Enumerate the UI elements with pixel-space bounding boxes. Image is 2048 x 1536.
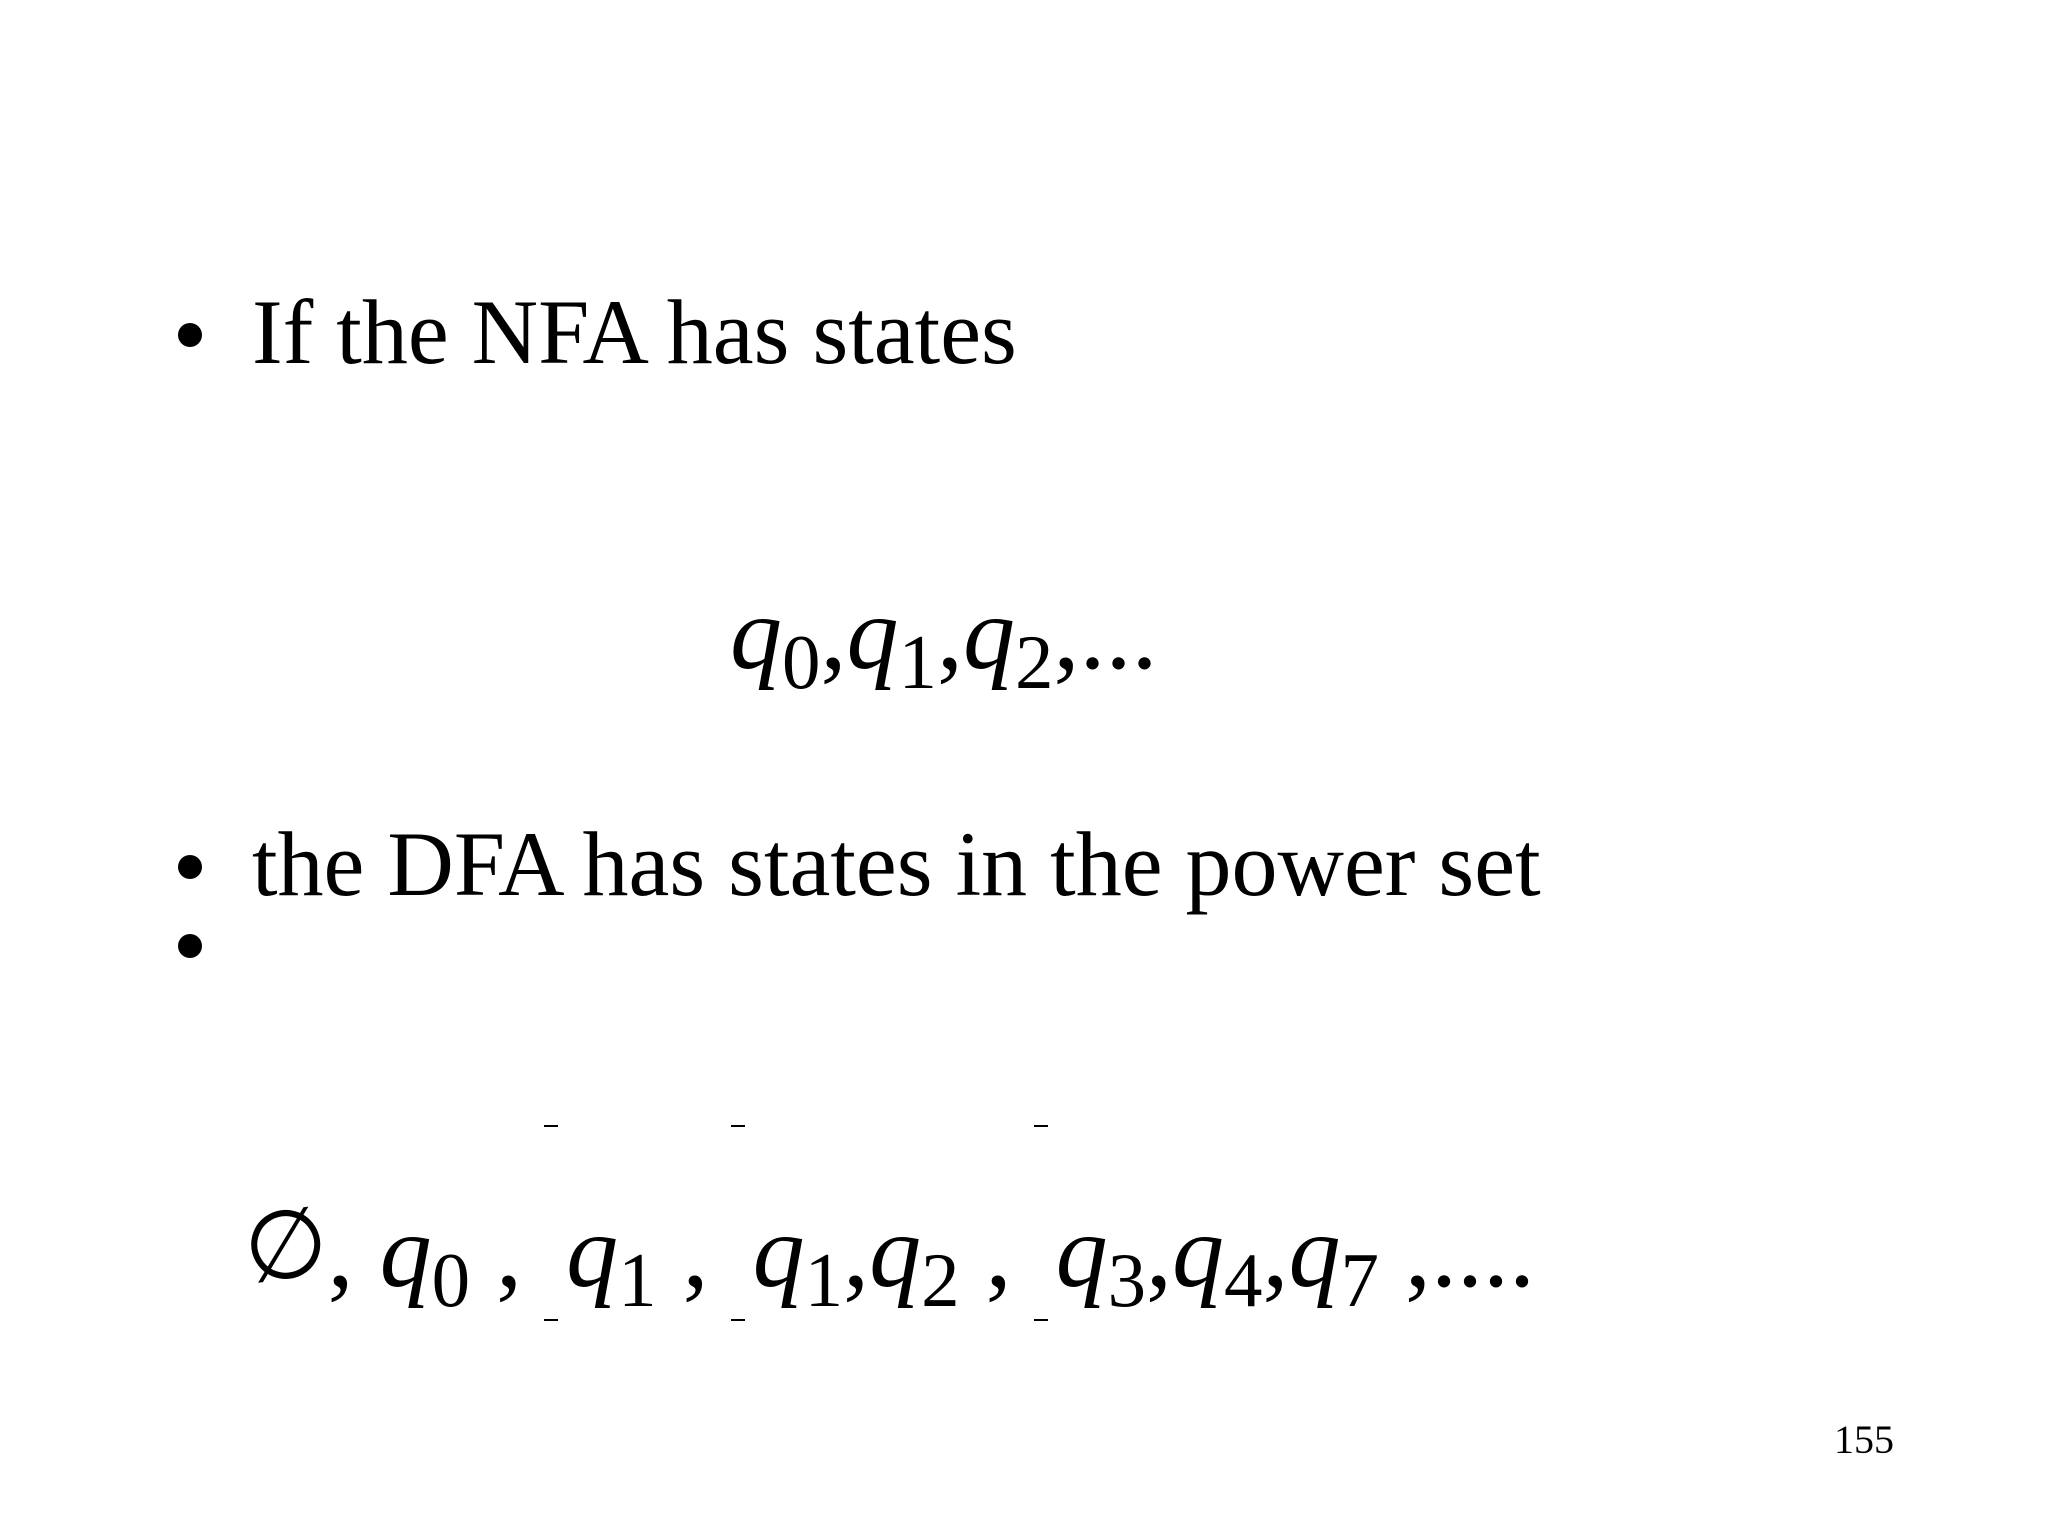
comma: , <box>820 576 847 691</box>
set-brace-glyph <box>522 1182 566 1286</box>
state-symbol: q <box>1288 1194 1341 1309</box>
state-subscript: 1 <box>898 619 937 705</box>
comma: , <box>985 1194 1012 1309</box>
state-symbol: q <box>730 576 782 691</box>
bullet-nfa-states <box>178 281 1017 383</box>
state-subscript: 4 <box>1224 1237 1263 1323</box>
comma: , <box>843 1194 870 1309</box>
bullet-text: If the NFA has states <box>252 281 1017 383</box>
state-symbol: q <box>752 1194 805 1309</box>
page-number: 155 <box>1834 1417 1894 1462</box>
bullet-text: the DFA has states in the power set <box>252 813 1541 915</box>
bullet-icon <box>178 855 202 879</box>
state-subscript: 2 <box>1014 619 1054 705</box>
comma: , <box>327 1194 354 1309</box>
bullet-icon <box>178 323 202 347</box>
ellipsis: ,... <box>1053 576 1158 691</box>
nfa-state-list <box>730 576 1158 705</box>
empty-set-symbol: ∅ <box>236 1183 336 1307</box>
power-set-list <box>236 1182 1536 1323</box>
state-subscript: 2 <box>921 1237 960 1323</box>
comma: , <box>1146 1194 1173 1309</box>
state-subscript: 1 <box>804 1237 844 1323</box>
state-subscript: 0 <box>782 619 821 705</box>
set-brace-glyph <box>1012 1182 1056 1286</box>
ellipsis: ,.... <box>1405 1194 1536 1309</box>
comma: , <box>682 1194 709 1309</box>
comma: , <box>936 576 963 691</box>
state-subscript: 3 <box>1107 1237 1147 1323</box>
bullet-icon <box>178 934 202 958</box>
comma: , <box>1262 1194 1289 1309</box>
state-subscript: 0 <box>431 1237 471 1323</box>
state-subscript: 7 <box>1340 1237 1380 1323</box>
comma: , <box>496 1194 523 1309</box>
state-symbol: q <box>962 576 1015 691</box>
state-symbol: q <box>566 1194 619 1309</box>
bullet-dfa-power-set <box>178 813 1541 915</box>
state-symbol: q <box>846 576 899 691</box>
set-brace-glyph <box>709 1182 753 1286</box>
state-symbol: q <box>869 1194 922 1309</box>
state-subscript: 1 <box>618 1237 657 1323</box>
state-symbol: q <box>379 1194 432 1309</box>
state-symbol: q <box>1055 1194 1108 1309</box>
bullet-empty <box>178 950 252 974</box>
state-symbol: q <box>1172 1194 1225 1309</box>
